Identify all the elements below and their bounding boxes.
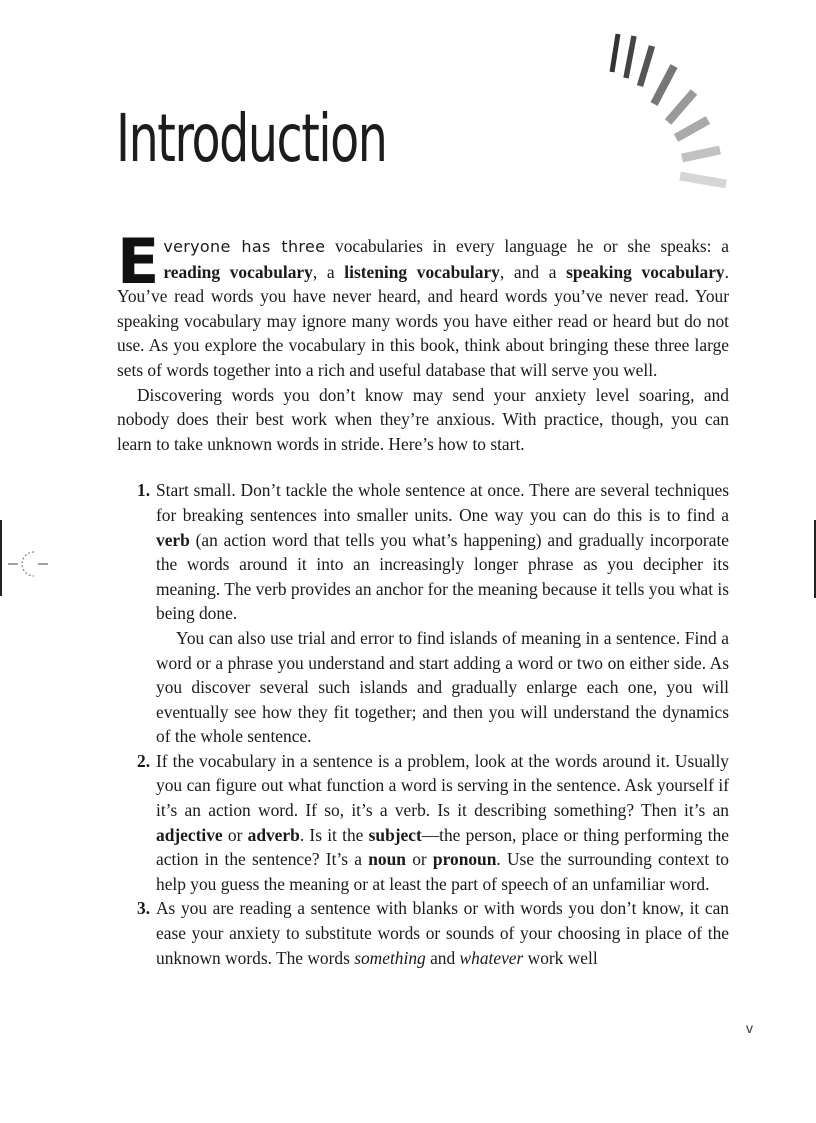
lead-in-text: veryone has three [163, 237, 326, 256]
text-run: As you are reading a sentence with blanks or with words you don’t know, it can ease your anxiety to substitute words or sounds of your choosing in place of the unknown words. The words [156, 898, 729, 968]
text-run: or [222, 824, 248, 845]
bold-term: speaking vocabulary [566, 261, 725, 282]
second-paragraph: Discovering words you don’t know may send your anxiety level soaring, and nobody does their best work when they’re anxious. With practice, though, you can learn to take unknown words in stride. Here’s how to start. [117, 384, 729, 454]
text-run: work well [523, 947, 598, 968]
bold-term: noun [368, 849, 406, 870]
body-text [117, 225, 730, 970]
bold-term: adverb [247, 824, 300, 845]
bold-term: adjective [156, 824, 223, 845]
strategy-list [117, 478, 729, 970]
list-item [117, 896, 729, 970]
chapter-title: Introduction [116, 100, 387, 177]
sunburst-ornament [596, 22, 736, 202]
list-paragraph [156, 749, 729, 897]
list-item [117, 478, 729, 749]
list-number: 3. [137, 898, 151, 919]
bold-term: listening vocabulary [344, 261, 500, 282]
list-subparagraph: You can also use trial and error to find islands of meaning in a sentence. Find a word or a phrase you understand and start adding a word or two on either side. As you discover several such islands and gradually enlarge each one, you will eventually see how they fit together; and then you will understand the dynamics of the whole sentence. [156, 627, 729, 747]
text-run: —the person, place or thing performing the action in the sentence? It’s a [156, 824, 729, 870]
text-run: vocabularies in every language he or she speaks: a [325, 236, 730, 256]
italic-term: something [354, 947, 426, 968]
text-run: . Is it the [299, 824, 369, 845]
text-run: (an action word that tells you what’s happening) and gradually incorporate the words around it into an increasingly longer phrase as you decipher its meaning. The verb provides an anchor for the meaning because it tells you what is being done. [156, 529, 729, 624]
list-item [117, 749, 729, 897]
drop-cap: E [117, 225, 160, 298]
bold-term: verb [156, 529, 190, 550]
bold-term: subject [368, 824, 422, 845]
bold-term: reading vocabulary [163, 261, 313, 282]
text-run: , and a [499, 261, 567, 282]
text-run: Start small. Don’t tackle the whole sentence at once. There are several techniques for breaking sentences into smaller units. One way you can do this is to find a [156, 480, 729, 525]
intro-paragraph [117, 225, 730, 383]
bold-term: pronoun [432, 849, 497, 870]
list-paragraph [156, 896, 729, 970]
list-paragraph [156, 478, 729, 626]
crop-mark [0, 518, 50, 598]
list-number: 1. [137, 480, 151, 501]
text-run: and [425, 947, 460, 968]
list-number: 2. [137, 750, 151, 771]
italic-term: whatever [459, 947, 524, 968]
text-run: , a [312, 261, 345, 282]
page-number: v [746, 1020, 753, 1036]
text-run: If the vocabulary in a sentence is a problem, look at the words around it. Usually you can figure out what function a word is serving in the sentence. Ask yourself if it’s an action word. If so, it’s a verb. Is it describing something? Then it’s an [156, 750, 729, 821]
text-run: or [405, 849, 433, 870]
text-run: . You’ve read words you have never heard, and heard words you’ve never read. Your speaking vocabulary may ignore many words you have either read or heard but do not use. As you explore the vocabulary in this book, think about bringing these three large sets of words together into a rich and useful database that will serve you well. [117, 261, 729, 380]
text-run: . Use the surrounding context to help you guess the meaning or at least the part of speech of an unfamiliar word. [156, 849, 730, 894]
